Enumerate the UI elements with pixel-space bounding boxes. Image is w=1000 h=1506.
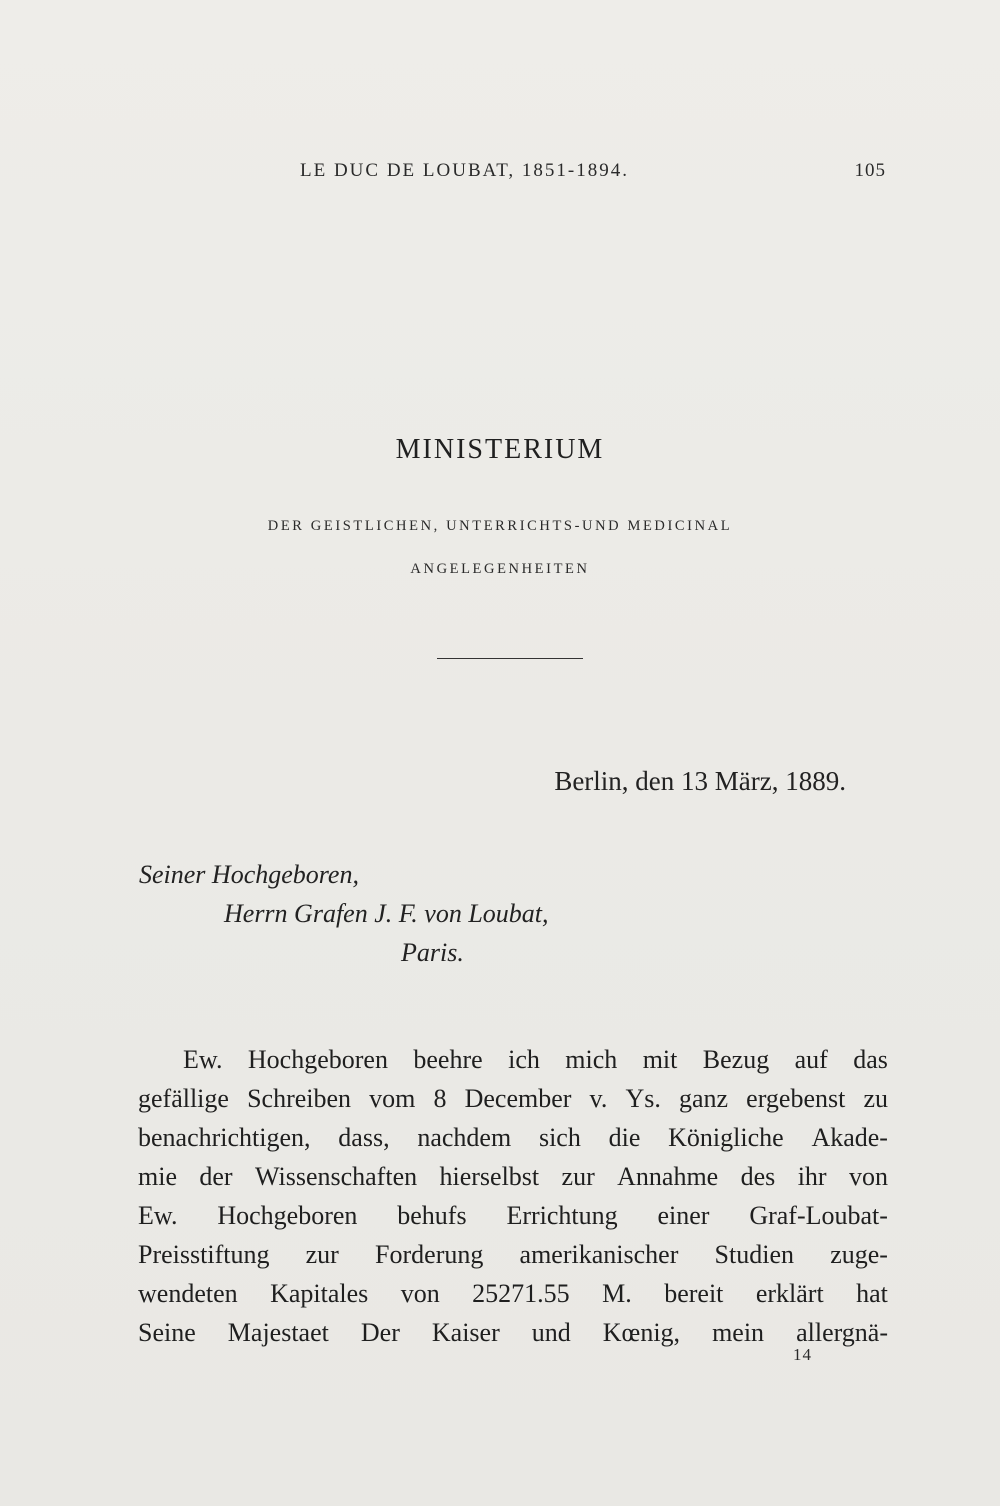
- signature-mark: 14: [793, 1345, 812, 1364]
- body-word: Graf-Loubat-: [749, 1201, 888, 1230]
- body-word: der: [199, 1162, 233, 1191]
- body-word: behufs: [397, 1201, 467, 1230]
- body-word: auf: [794, 1045, 828, 1074]
- body-word: von: [400, 1279, 440, 1308]
- body-word: Der: [360, 1318, 400, 1347]
- body-word: allergnä-: [796, 1318, 888, 1347]
- body-word: Schreiben: [247, 1084, 352, 1113]
- body-word: Annahme: [617, 1162, 719, 1191]
- body-word: v.: [589, 1084, 608, 1113]
- body-word: Hochgeboren: [217, 1201, 358, 1230]
- body-word: M.: [602, 1279, 632, 1308]
- ministry-subtitle-line2: ANGELEGENHEITEN: [410, 561, 590, 577]
- body-word: Forderung: [375, 1240, 484, 1269]
- addressee-line: Paris.: [401, 938, 464, 967]
- body-word: mein: [712, 1318, 765, 1347]
- running-head: LE DUC DE LOUBAT, 1851-1894.: [300, 160, 630, 181]
- body-word: vom: [369, 1084, 416, 1113]
- body-word: ich: [508, 1045, 540, 1074]
- body-word: Majestaet: [227, 1318, 329, 1347]
- addressee-line: Herrn Grafen J. F. von Loubat,: [224, 899, 549, 928]
- body-line: [138, 1235, 888, 1274]
- body-word: ergebenst: [746, 1084, 846, 1113]
- body-word: einer: [657, 1201, 710, 1230]
- body-word: amerikanischer: [519, 1240, 679, 1269]
- body-word: zu: [863, 1084, 888, 1113]
- body-word: wendeten: [138, 1279, 238, 1308]
- body-word: von: [848, 1162, 888, 1191]
- body-word: Kaiser: [431, 1318, 500, 1347]
- body-line: [138, 1274, 888, 1313]
- body-word: hat: [856, 1279, 888, 1308]
- body-word: hierselbst: [439, 1162, 540, 1191]
- body-word: Kapitales: [270, 1279, 369, 1308]
- body-word: December: [464, 1084, 572, 1113]
- body-word: Preisstiftung: [138, 1240, 270, 1269]
- body-word: Studien: [714, 1240, 794, 1269]
- body-word: Errichtung: [506, 1201, 618, 1230]
- body-line: [138, 1157, 888, 1196]
- body-word: 25271.55: [472, 1279, 570, 1308]
- page-number: 105: [854, 160, 886, 181]
- body-word: Ys.: [625, 1084, 661, 1113]
- body-word: ganz: [678, 1084, 729, 1113]
- body-line: [138, 1040, 888, 1079]
- letter-body: [138, 1040, 888, 1352]
- body-word: Ew.: [183, 1045, 223, 1074]
- body-word: dass,: [338, 1123, 390, 1152]
- body-word: Ew.: [138, 1201, 178, 1230]
- body-word: zur: [305, 1240, 339, 1269]
- body-word: zur: [561, 1162, 595, 1191]
- letter-date: Berlin, den 13 März, 1889.: [554, 766, 846, 796]
- ministry-title: MINISTERIUM: [395, 434, 605, 465]
- body-word: 8: [433, 1084, 447, 1113]
- body-word: ihr: [797, 1162, 827, 1191]
- body-word: benachrichtigen,: [138, 1123, 311, 1152]
- body-word: die: [608, 1123, 641, 1152]
- body-word: Königliche: [668, 1123, 784, 1152]
- divider-rule: [437, 658, 583, 659]
- body-word: Akade-: [811, 1123, 888, 1152]
- body-word: beehre: [413, 1045, 483, 1074]
- body-word: mich: [565, 1045, 618, 1074]
- body-line: [138, 1079, 888, 1118]
- body-word: mit: [642, 1045, 678, 1074]
- ministry-subtitle-line1: DER GEISTLICHEN, UNTERRICHTS-UND MEDICINAL: [267, 518, 733, 534]
- body-word: bereit: [664, 1279, 724, 1308]
- addressee-line: Seiner Hochgeboren,: [139, 860, 359, 889]
- page-header: [138, 160, 886, 190]
- body-word: Kœnig,: [602, 1318, 681, 1347]
- body-word: Wissenschaften: [254, 1162, 418, 1191]
- body-word: Bezug: [702, 1045, 770, 1074]
- body-word: erklärt: [755, 1279, 824, 1308]
- body-line: [138, 1118, 888, 1157]
- body-word: zuge-: [830, 1240, 888, 1269]
- body-word: Hochgeboren: [247, 1045, 388, 1074]
- body-line: [138, 1313, 888, 1352]
- body-word: das: [853, 1045, 888, 1074]
- body-word: sich: [538, 1123, 581, 1152]
- body-word: des: [740, 1162, 776, 1191]
- body-word: mie: [138, 1162, 177, 1191]
- body-word: und: [531, 1318, 571, 1347]
- body-word: Seine: [138, 1318, 196, 1347]
- body-word: nachdem: [417, 1123, 512, 1152]
- body-line: [138, 1196, 888, 1235]
- body-word: gefällige: [138, 1084, 229, 1113]
